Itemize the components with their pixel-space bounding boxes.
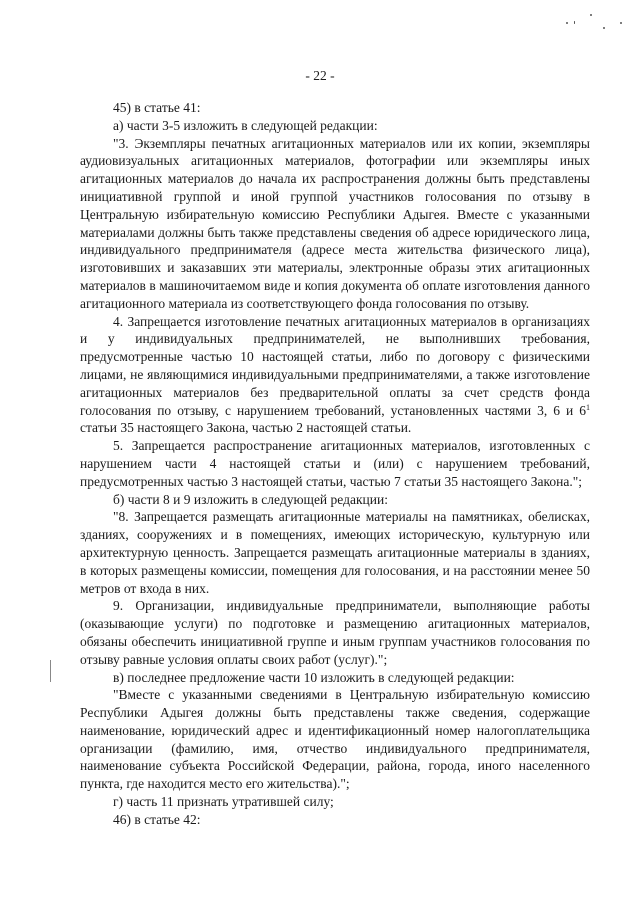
item-46: 46) в статье 42: — [113, 811, 201, 827]
scan-speck — [590, 14, 592, 16]
paragraph-part-3: "3. Экземпляры печатных агитационных материалов или их копии, экземпляры аудиовизуальных агитационных материалов, фотографии или экземпляры иных агитационных материалов до начала их распространения должны быть представлены инициативной группой и иной группой участников голосования по отзыву в Центральную избирательную комиссию Республики Адыгея. Вместе с указанными материалами должны быть также представлены сведения об адресе юридического лица, индивидуального предпринимателя (адресе места жительства физического лица), изготовивших и заказавших эти материалы, электронные образы этих агитационных материалов в машиночитаемом виде и копия документа об оплате изготовления данного агитационного материала из соответствующего фонда голосования по отзыву. — [80, 135, 590, 311]
subitem-b: б) части 8 и 9 изложить в следующей редакции: — [113, 491, 388, 507]
paragraph-part-4 — [80, 313, 590, 438]
scan-speck — [566, 22, 568, 24]
subitem-a: а) части 3-5 изложить в следующей редакции: — [113, 117, 378, 133]
paragraph-part-10: "Вместе с указанными сведениями в Центральную избирательную комиссию Республики Адыгея должны быть представлены также сведения, содержащие наименование, юридический адрес и идентификационный номер налогоплательщика организации (фамилию, имя, отчество индивидуального предпринимателя, наименование субъекта Российской Федерации, района, города, иного населенного пункта, где находится место его жительства)."; — [80, 687, 590, 792]
page-number: - 22 - — [305, 68, 335, 83]
scan-speck — [574, 21, 575, 24]
superscript-1: 1 — [586, 402, 590, 412]
scan-speck — [603, 27, 605, 29]
subitem-g: г) часть 11 признать утратившей силу; — [113, 794, 334, 810]
paragraph-part-8: "8. Запрещается размещать агитационные материалы на памятниках, обелисках, зданиях, сооружениях и в помещениях, имеющих историческую, культурную или архитектурную ценность. Запрещается размещать агитационные материалы в зданиях, в которых размещены комиссии, помещения для голосования, и на расстоянии менее 50 метров от входа в них. — [80, 509, 590, 596]
document-body — [80, 99, 590, 829]
paragraph-part-4-text: 4. Запрещается изготовление печатных агитационных материалов в организациях и у индивидуальных предпринимателей, не выполнивших требования, предусмотренные частью 10 настоящей статьи, либо по договору с физическими лицами, не являющимися индивидуальными предпринимателями, а также изготовление агитационных материалов без предварительной оплаты за счет средств фонда голосования по отзыву, с нарушением требований, установленных частями 3, 6 и 6 — [80, 313, 590, 418]
paragraph-part-4-tail: статьи 35 настоящего Закона, частью 2 настоящей статьи. — [80, 420, 412, 436]
paragraph-part-5: 5. Запрещается распространение агитационных материалов, изготовленных с нарушением части 4 настоящей статьи и (или) с нарушением требований, предусмотренных частью 3 настоящей статьи, частью 7 статьи 35 настоящего Закона."; — [80, 438, 590, 489]
item-45: 45) в статье 41: — [113, 100, 201, 115]
subitem-v: в) последнее предложение части 10 изложить в следующей редакции: — [113, 669, 515, 685]
scan-margin-mark — [50, 660, 51, 682]
paragraph-part-9: 9. Организации, индивидуальные предприниматели, выполняющие работы (оказывающие услуги) по подготовке и размещению агитационных материалов, обязаны обеспечить инициативной группе и иным группам участников голосования по отзыву равные условия оплаты своих работ (услуг)."; — [80, 598, 590, 667]
scan-speck — [620, 22, 622, 24]
